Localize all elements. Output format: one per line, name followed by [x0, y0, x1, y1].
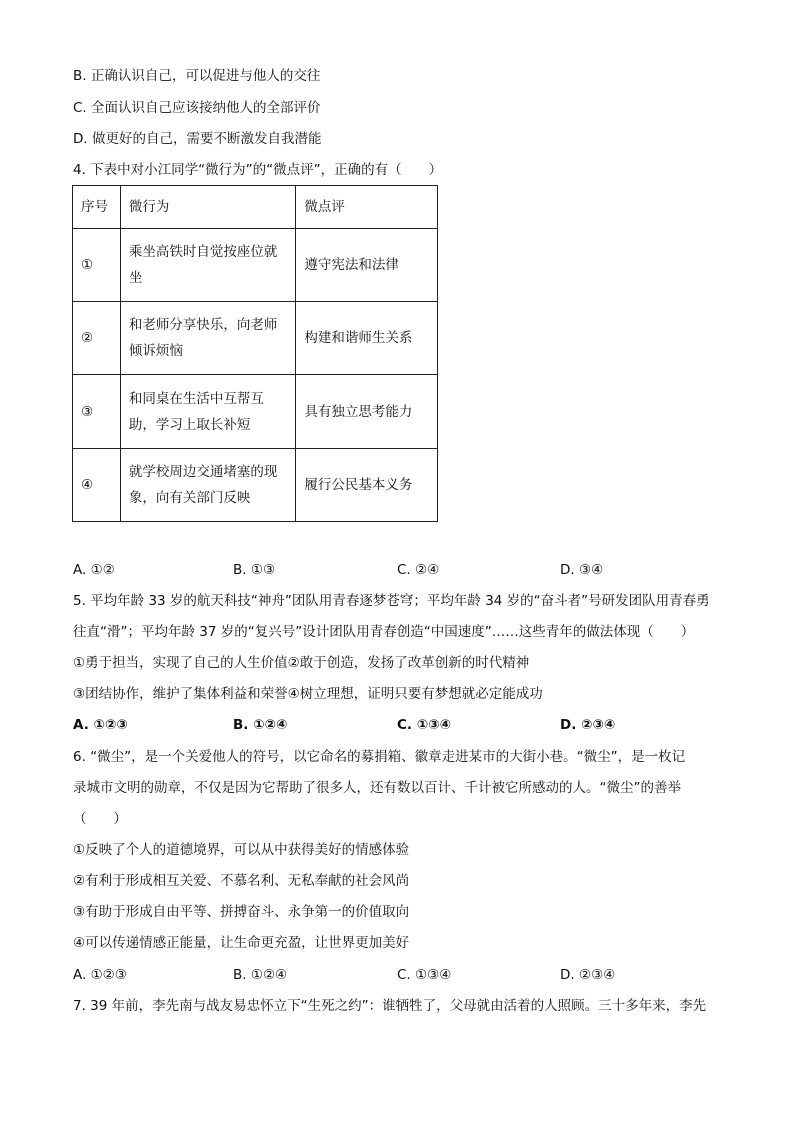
option-d: D. ②③④ [560, 967, 616, 983]
table-cell-num: ③ [73, 375, 121, 449]
option-d: D. ③④ [560, 562, 604, 578]
question-6-item: ②有利于形成相互关爱、不慕名利、无私奉献的社会风尚 [73, 873, 410, 889]
prev-option-b: B. 正确认识自己，可以促进与他人的交往 [73, 68, 321, 84]
table-cell-num: ② [73, 302, 121, 375]
option-b: B. ①②④ [233, 967, 288, 983]
table-cell-comment: 遵守宪法和法律 [296, 229, 438, 302]
table-header-row [73, 186, 438, 229]
question-6-item: ④可以传递情感正能量，让生命更充盈，让世界更加美好 [73, 935, 410, 951]
table-header-cell: 微点评 [296, 186, 438, 229]
option-c: C. ①③④ [397, 717, 452, 733]
table-cell-comment: 履行公民基本义务 [296, 449, 438, 522]
question-6-stem-line-1: 6. “微尘”，是一个关爱他人的符号，以它命名的募捐箱、徽章走进某市的大街小巷。“微尘”，是一枚记 [73, 749, 686, 765]
table-cell-comment: 构建和谐师生关系 [296, 302, 438, 375]
table-row [73, 302, 438, 375]
table-cell-act: 就学校周边交通堵塞的现象，向有关部门反映 [120, 449, 295, 522]
question-6-item: ①反映了个人的道德境界，可以从中获得美好的情感体验 [73, 842, 410, 858]
question-7-stem-line-1: 7. 39 年前，李先南与战友易忠怀立下“生死之约”：谁牺牲了，父母就由活着的人照顾。三十多年来，李先 [73, 998, 707, 1014]
question-6-options [73, 965, 713, 985]
question-4-table [72, 185, 438, 522]
prev-option-c: C. 全面认识自己应该接纳他人的全部评价 [73, 100, 321, 116]
table-cell-act: 乘坐高铁时自觉按座位就坐 [120, 229, 295, 302]
question-5-items-line-1: ①勇于担当，实现了自己的人生价值②敢于创造，发扬了改革创新的时代精神 [73, 655, 530, 671]
prev-option-d: D. 做更好的自己，需要不断激发自我潜能 [73, 131, 322, 147]
option-a: A. ①②③ [73, 717, 128, 733]
question-6-stem-line-3: （ ） [73, 811, 127, 827]
question-5-items-line-2: ③团结协作，维护了集体利益和荣誉④树立理想，证明只要有梦想就必定能成功 [73, 686, 543, 702]
table-row [73, 375, 438, 449]
question-4-options [73, 560, 713, 580]
option-a: A. ①②③ [73, 967, 127, 983]
table-cell-act: 和同桌在生活中互帮互助，学习上取长补短 [120, 375, 295, 449]
table-header-cell: 微行为 [120, 186, 295, 229]
option-c: C. ①③④ [397, 967, 452, 983]
table-cell-act: 和老师分享快乐，向老师倾诉烦恼 [120, 302, 295, 375]
question-4-stem: 4. 下表中对小江同学“微行为”的“微点评”，正确的有（ ） [73, 162, 443, 178]
option-b: B. ①③ [233, 562, 276, 578]
question-5-options [73, 715, 713, 735]
option-d: D. ②③④ [560, 717, 616, 733]
question-6-item: ③有助于形成自由平等、拼搏奋斗、永争第一的价值取向 [73, 904, 410, 920]
option-a: A. ①② [73, 562, 115, 578]
option-c: C. ②④ [397, 562, 440, 578]
table-cell-num: ④ [73, 449, 121, 522]
table-header-cell: 序号 [73, 186, 121, 229]
question-6-stem-line-2: 录城市文明的勋章，不仅是因为它帮助了很多人，还有数以百计、千计被它所感动的人。“微尘”的善举 [73, 780, 681, 796]
option-b: B. ①②④ [233, 717, 288, 733]
question-5-stem-line-2: 往直“滑”；平均年龄 37 岁的“复兴号”设计团队用青春创造“中国速度”……这些青年的做法体现（ ） [73, 624, 695, 640]
question-5-stem-line-1: 5. 平均年龄 33 岁的航天科技“神舟”团队用青春逐梦苍穹；平均年龄 34 岁的“奋斗者”号研发团队用青春勇 [73, 593, 710, 609]
table-row [73, 229, 438, 302]
table-row [73, 449, 438, 522]
table-cell-num: ① [73, 229, 121, 302]
table-cell-comment: 具有独立思考能力 [296, 375, 438, 449]
